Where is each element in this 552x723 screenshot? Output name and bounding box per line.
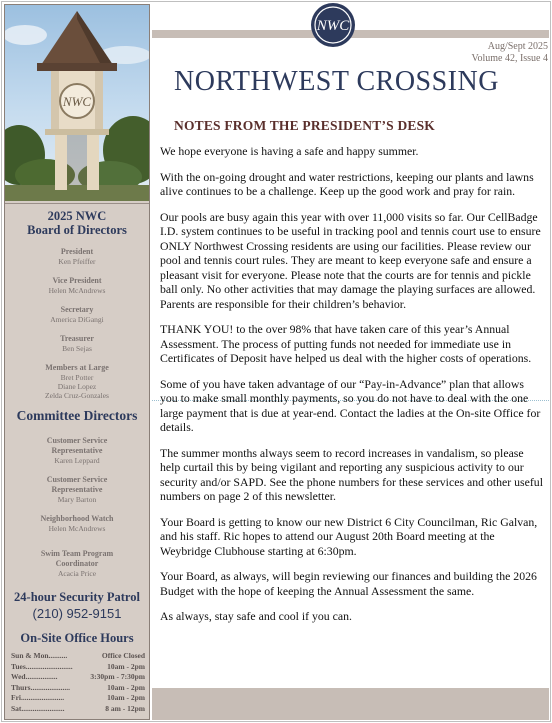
paragraph: The summer months always seem to record increases in vandalism, so please help curtail this by being vigilant and reporting any suspicious activity to our security and/or SAPD. See the phone numbers for these services and other useful numbers on page 2 of this newsletter.: [160, 445, 543, 503]
paragraph: Our pools are busy again this year with over 11,000 visits so far. Our CellBadge I.D. system continues to be useful in tracking pool and tennis court use to ensure ONLY Northwest Crossing residents are using our facilities. Please review our pool and tennis court rules. They are meant to keep everyone safe and ensure a pleasant visit for everyone. Please note that the courts are for tennis and pickle ball only. No other activities that may damage the playing surfaces are allowed. Parents are responsible for their children’s behavior.: [160, 209, 541, 311]
committee-name-csr-1: Karen Leppard: [54, 456, 100, 465]
paragraph: As always, stay safe and cool if you can.: [160, 609, 352, 623]
hours-day: Tues.........................: [11, 661, 73, 671]
hours-day: Sun & Mon..........: [11, 651, 68, 660]
clock-tower-photo: [5, 5, 149, 201]
committee-role-swim-line2: Coordinator: [55, 559, 99, 568]
newsletter-title: NORTHWEST CROSSING: [174, 66, 499, 97]
security-phone: (210) 952-9151: [32, 606, 122, 621]
footer-bar: [152, 688, 549, 720]
sidebar-divider: [5, 203, 149, 204]
hours-time: Office Closed: [101, 651, 145, 660]
hours-day: Fri.......................: [11, 693, 65, 702]
issue-date: Aug/Sept 2025: [487, 41, 548, 52]
hours-day: Sat.......................: [11, 703, 65, 713]
hours-time: 3:30pm - 7:30pm: [90, 672, 145, 681]
hours-row: [11, 672, 145, 683]
hours-time: 8 am - 12pm: [105, 703, 145, 713]
clock-tower-illustration: [5, 5, 149, 201]
paragraph: Your Board is getting to know our new District 6 City Councilman, Ric Galvan, and his staff. Ric hopes to attend our August 20th Board meeting at the Weybridge Clubhouse starting at 6:30pm.: [160, 514, 538, 558]
committee-heading: Committee Directors: [16, 408, 138, 423]
svg-text:NWC: NWC: [62, 94, 92, 109]
committee-role-neighborhood-watch: Neighborhood Watch: [40, 514, 114, 523]
article-body: [160, 144, 544, 635]
section-title: NOTES FROM THE PRESIDENT’S DESK: [174, 118, 436, 133]
board-heading-line1: 2025 NWC: [47, 209, 107, 223]
board-heading-line2: Board of Directors: [27, 223, 127, 237]
board-name-member-3: Zelda Cruz-Gonzales: [45, 391, 109, 400]
committee-role-swim-line1: Swim Team Program: [40, 549, 114, 558]
committee-name-csr-2: Mary Barton: [57, 495, 97, 504]
committee-role-csr-2-line1: Customer Service: [46, 475, 108, 484]
board-role-president: President: [60, 247, 94, 256]
hours-row: [11, 704, 145, 715]
hours-time: 10am - 2pm: [107, 693, 145, 702]
hours-day: Thurs.....................: [11, 682, 70, 692]
security-heading: 24-hour Security Patrol: [14, 590, 140, 604]
issue-info: [472, 41, 548, 65]
board-name-member-2: Diane Lopez: [57, 382, 97, 391]
logo-monogram: NWC: [316, 18, 350, 34]
nwc-logo: [307, 2, 359, 48]
nwc-logo-emblem: [307, 2, 359, 48]
committee-name-swim: Acacia Price: [57, 569, 97, 578]
hours-time: 10am - 2pm: [107, 682, 145, 692]
board-role-secretary: Secretary: [60, 305, 94, 314]
committee-name-neighborhood-watch: Helen McAndrews: [48, 524, 106, 533]
board-role-vice-president: Vice President: [52, 276, 102, 285]
hours-row: [11, 693, 145, 704]
issue-volume: Volume 42, Issue 4: [471, 53, 548, 64]
board-name-member-1: Bret Potter: [60, 373, 94, 382]
paragraph: With the on-going drought and water restrictions, keeping our plants and lawns alive continues to be a challenge. Keep up the good work and pray for rain.: [160, 169, 534, 198]
board-name-vice-president: Helen McAndrews: [48, 286, 106, 295]
board-role-members-at-large: Members at Large: [45, 363, 109, 372]
committee-role-csr-1-line2: Representative: [51, 446, 103, 455]
hours-row: [11, 683, 145, 694]
committee-role-csr-1-line1: Customer Service: [46, 436, 108, 445]
paragraph: THANK YOU! to the over 98% that have taken care of this year’s Annual Assessment. The process of putting funds not needed for immediate use in Certificates of Deposit have helped us deal with the higher costs of operations.: [160, 322, 532, 365]
board-name-secretary: America DiGangi: [50, 315, 104, 324]
board-name-president: Ken Pfeiffer: [58, 257, 96, 266]
committee-role-csr-2-line2: Representative: [51, 485, 103, 494]
office-hours-heading: On-Site Office Hours: [20, 631, 134, 645]
paragraph: Some of you have taken advantage of our “Pay-in-Advance” plan that allows you to make small monthly payments, so you do not have to deal with the one large payment that is due at year-end. Contact the ladies at the On-site Office for details.: [160, 376, 541, 434]
sidebar: [4, 4, 150, 720]
board-role-treasurer: Treasurer: [60, 334, 94, 343]
board-name-treasurer: Ben Sejas: [62, 344, 92, 353]
office-hours-table: [11, 651, 145, 714]
hours-row: [11, 651, 145, 662]
paragraph: Your Board, as always, will begin reviewing our finances and building the 2026 Budget with the hope of keeping the Annual Assessment the same.: [160, 569, 537, 598]
hours-row: [11, 662, 145, 673]
hours-day: Wed.................: [11, 672, 58, 681]
hours-time: 10am - 2pm: [107, 661, 145, 671]
sidebar-content: [5, 209, 149, 714]
paragraph: We hope everyone is having a safe and happy summer.: [160, 144, 419, 158]
